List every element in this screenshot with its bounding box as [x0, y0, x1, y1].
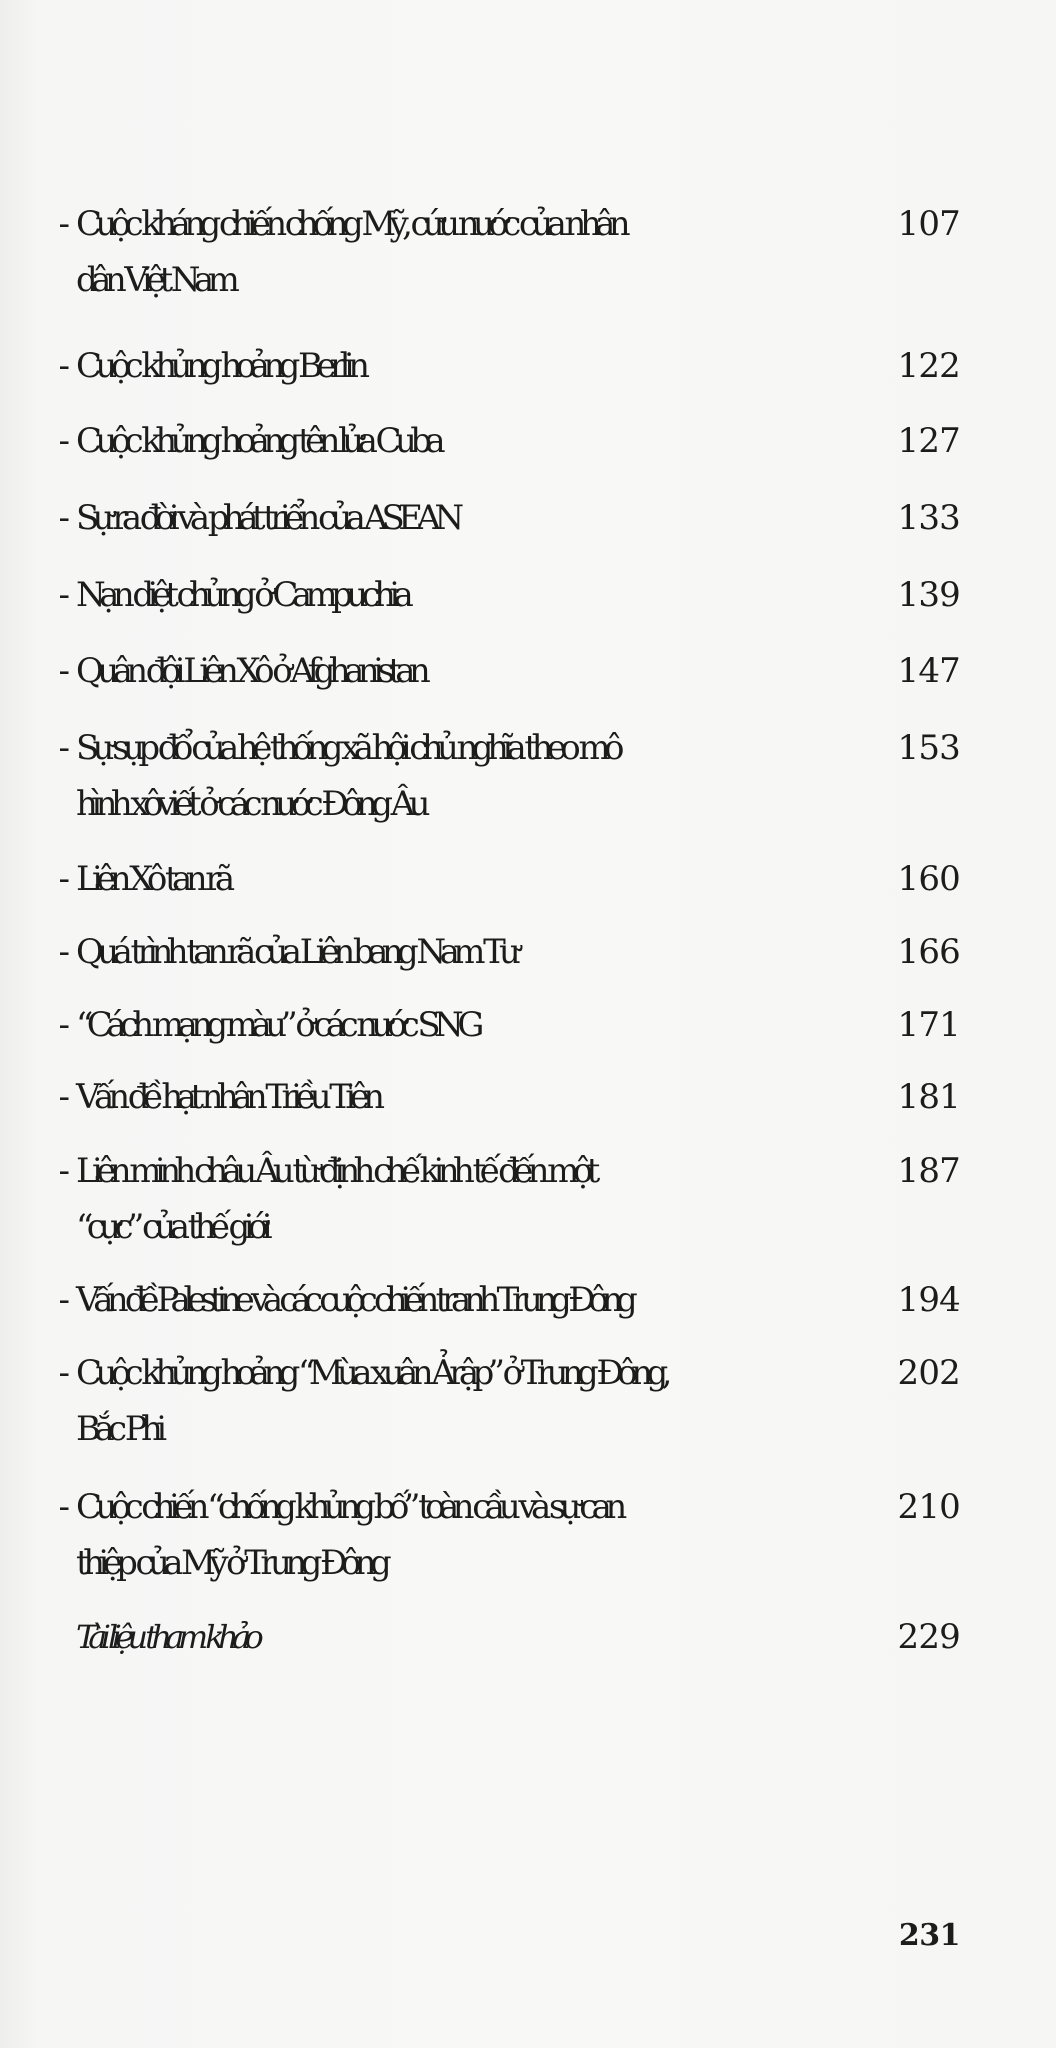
entry-title: [76, 851, 876, 907]
entry-title-line1: Vấn đề Palestine và các cuộc chiến tranh Trung Đông: [76, 1280, 631, 1320]
entry-title-line1: Cuộc kháng chiến chống Mỹ, cứu nước của nhân: [76, 204, 625, 244]
entry-dash: -: [58, 1353, 70, 1393]
entry-title: [76, 720, 876, 832]
entry-title: [76, 567, 876, 623]
entry-title: [76, 924, 876, 980]
entry-title-line1: Quân đội Liên Xô ở Afghanistan: [76, 651, 425, 691]
entry-title: [76, 1069, 876, 1125]
entry-title: [76, 413, 876, 469]
entry-title: [76, 1479, 876, 1591]
references-page-number: 229: [897, 1617, 960, 1657]
entry-page-number: 160: [897, 859, 960, 899]
entry-title-line2: Bắc Phi: [76, 1409, 161, 1449]
entry-dash: -: [58, 1077, 70, 1117]
entry-title-line1: Cuộc khủng hoảng Berlin: [76, 346, 364, 386]
entry-page-number: 107: [897, 204, 960, 244]
entry-page-number: 147: [897, 651, 960, 691]
entry-title-line1: Liên minh châu Âu từ định chế kinh tế đến một: [76, 1151, 594, 1191]
entry-title: [76, 490, 876, 546]
entry-title-line2: thiệp của Mỹ ở Trung Đông: [76, 1543, 386, 1583]
entry-title-line1: Cuộc chiến “chống khủng bố” toàn cầu và sự can: [76, 1487, 621, 1527]
entry-page-number: 133: [897, 498, 960, 538]
entry-page-number: 202: [897, 1353, 960, 1393]
entry-title-line1: Sự ra đời và phát triển của ASEAN: [76, 498, 458, 538]
entry-page-number: 122: [897, 346, 960, 386]
entry-dash: -: [58, 421, 70, 461]
entry-title: [76, 338, 876, 394]
entry-dash: -: [58, 346, 70, 386]
entry-page-number: 139: [897, 575, 960, 615]
entry-page-number: 187: [897, 1151, 960, 1191]
entry-dash: -: [58, 1280, 70, 1320]
entry-dash: -: [58, 651, 70, 691]
entry-dash: -: [58, 204, 70, 244]
page-number-folio: 231: [898, 1918, 960, 1953]
entry-page-number: 166: [897, 932, 960, 972]
entry-dash: -: [58, 1487, 70, 1527]
entry-dash: -: [58, 575, 70, 615]
entry-title-line1: Cuộc khủng hoảng tên lửa Cuba: [76, 421, 440, 461]
entry-dash: -: [58, 1151, 70, 1191]
entry-title-line1: “Cách mạng màu” ở các nước SNG: [76, 1005, 478, 1045]
references-title: Tài liệu tham khảo: [76, 1618, 258, 1656]
entry-title: [76, 997, 876, 1053]
entry-page-number: 181: [897, 1077, 960, 1117]
entry-title-line1: Liên Xô tan rã: [76, 859, 229, 899]
entry-dash: -: [58, 498, 70, 538]
entry-page-number: 171: [897, 1005, 960, 1045]
entry-dash: -: [58, 859, 70, 899]
entry-title-line1: Quá trình tan rã của Liên bang Nam Tư: [76, 932, 515, 972]
entry-title-line2: dân Việt Nam: [76, 260, 234, 300]
entry-dash: -: [58, 1005, 70, 1045]
entry-title-line2: hình xôviết ở các nước Đông Âu: [76, 784, 424, 824]
entry-title-line1: Sự sụp đổ của hệ thống xã hội chủ nghĩa theo mô: [76, 728, 618, 768]
entry-title: [76, 1345, 876, 1457]
entry-title-line2: “cực” của thế giới: [76, 1207, 267, 1247]
entry-title: [76, 196, 876, 308]
entry-title-line1: Nạn diệt chủng ở Campuchia: [76, 575, 408, 615]
entry-title: [76, 643, 876, 699]
entry-title-line1: Vấn đề hạt nhân Triều Tiên: [76, 1077, 379, 1117]
entry-page-number: 153: [897, 728, 960, 768]
entry-page-number: 210: [897, 1487, 960, 1527]
entry-page-number: 127: [897, 421, 960, 461]
entry-page-number: 194: [897, 1280, 960, 1320]
entry-title-line1: Cuộc khủng hoảng “Mùa xuân Ảrập” ở Trung Đông,: [76, 1353, 666, 1393]
entry-title: [76, 1143, 876, 1255]
entry-title: [76, 1272, 876, 1328]
entry-dash: -: [58, 932, 70, 972]
entry-dash: -: [58, 728, 70, 768]
